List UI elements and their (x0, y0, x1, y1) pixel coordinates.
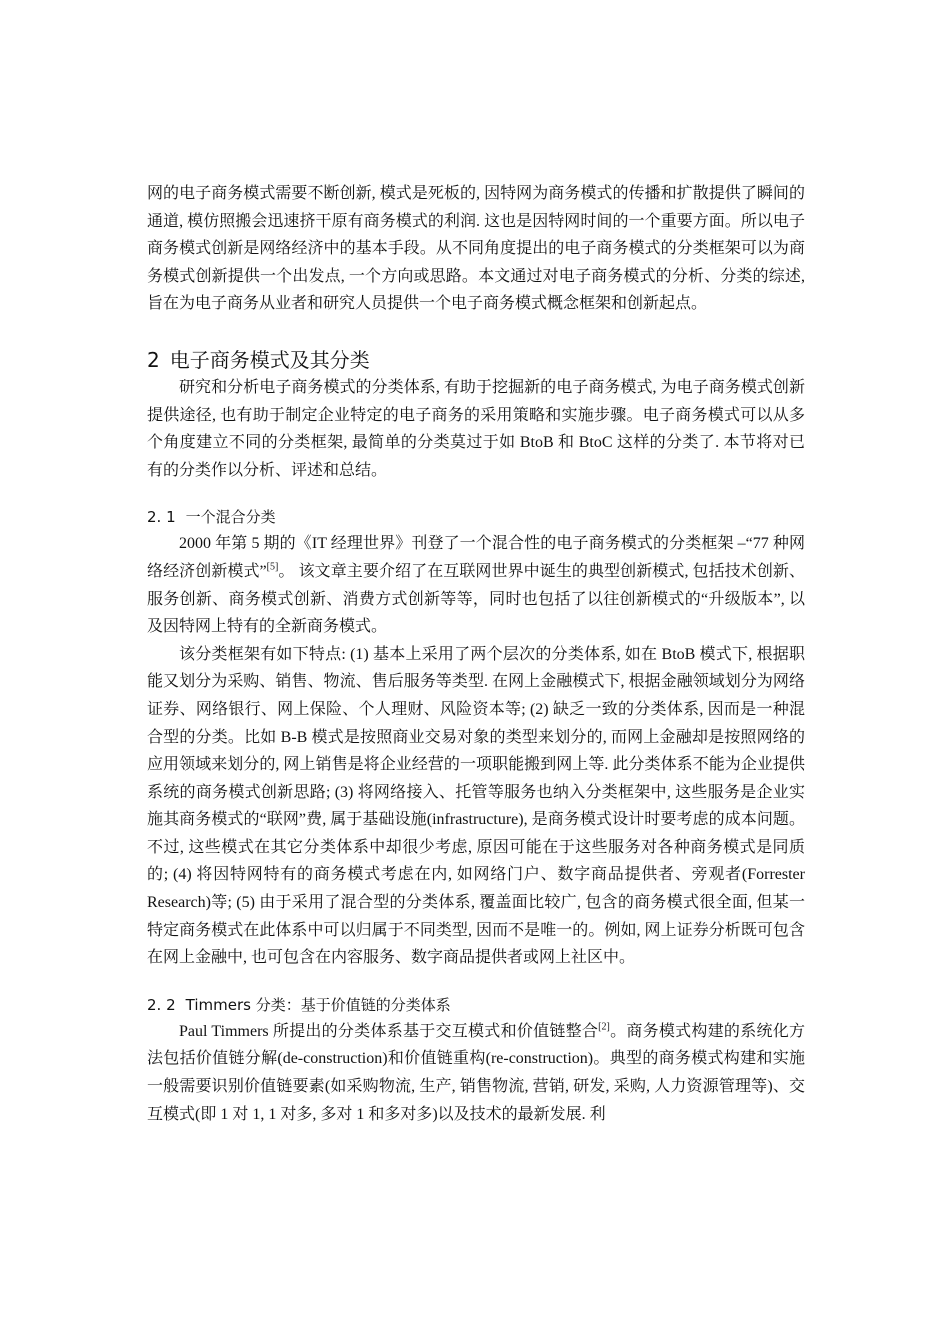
section-2-number: 2 (147, 347, 160, 372)
section-2-2-paragraph-1 (147, 1018, 805, 1128)
citation-5: [5] (266, 561, 279, 573)
section-2-paragraph: 研究和分析电子商务模式的分类体系, 有助于挖掘新的电子商务模式, 为电子商务模式创新提供途径, 也有助于制定企业特定的电子商务的采用策略和实施步骤。电子商务模式可以从多个角度建立不同的分类框架, 最简单的分类莫过于如 BtoB 和 BtoC 这样的分类了. 本节将对已有的分类作以分析、评述和总结。 (147, 378, 805, 479)
section-2-1-paragraph-1 (147, 530, 805, 640)
section-2-1-title: 一个混合分类 (185, 508, 276, 527)
section-2-1-p1-text-a: 2000 年第 5 期的《IT 经理世界》刊登了一个混合性的电子商务模式的分类框架 –“77 种网络经济创新模式” (147, 535, 805, 580)
section-2-2-p1-text-b: 。商务模式构建的系统化方法包括价值链分解(de-construction)和价值链重构(re-construction)。典型的商务模式构建和实施一般需要识别价值链要素(如采购物流, 生产, 销售物流, 营销, 研发, 采购, 人力资源管理等)、交互模式(即 1 对 1, 1 对多, 多对 1 和多对多)以及技术的最新发展. 利 (147, 1022, 805, 1123)
section-2-2-heading (147, 992, 805, 1018)
section-2-2-number: 2. 2 (147, 995, 176, 1014)
section-2-2-p1-text-a: Paul Timmers 所提出的分类体系基于交互模式和价值链整合 (179, 1022, 599, 1040)
section-2-2-title: Timmers 分类：基于价值链的分类体系 (185, 995, 451, 1014)
section-2-1-heading (147, 504, 805, 530)
section-2-title: 电子商务模式及其分类 (169, 347, 370, 372)
citation-2: [2] (598, 1021, 610, 1033)
section-2-heading (147, 347, 805, 373)
intro-paragraph: 网的电子商务模式需要不断创新, 模式是死板的, 因特网为商务模式的传播和扩散提供了瞬间的通道, 模仿照搬会迅速挤干原有商务模式的利润. 这也是因特网时间的一个重要方面。所以电子商务模式创新是网络经济中的基本手段。从不同角度提出的电子商务模式的分类框架可以为商务模式创新提供一个出发点, 一个方向或思路。本文通过对电子商务模式的分析、分类的综述, 旨在为电子商务从业者和研究人员提供一个电子商务模式概念框架和创新起点。 (147, 185, 805, 313)
section-2-1-p1-text-b: 。 该文章主要介绍了在互联网世界中诞生的典型创新模式, 包括技术创新、服务创新、商务模式创新、消费方式创新等等，同时也包括了以往创新模式的“升级版本”, 以及因特网上特有的全新商务模式。 (147, 562, 805, 636)
section-2-1-paragraph-2: 该分类框架有如下特点: (1) 基本上采用了两个层次的分类体系, 如在 BtoB 模式下, 根据职能又划分为采购、销售、物流、售后服务等类型. 在网上金融模式下, 根据金融领域划分为网络证券、网络银行、网上保险、个人理财、风险资本等; (2) 缺乏一致的分类体系, 因而是一种混合型的分类。比如 B-B 模式是按照商业交易对象的类型来划分的, 而网上金融却是按照网络的应用领域来划分的, 网上销售是将企业经营的一项职能搬到网上等. 此分类体系不能为企业提供系统的商务模式创新思路; (3) 将网络接入、托管等服务也纳入分类框架中, 这些服务是企业实施其商务模式的“联网”费, 属于基础设施(infrastructure), 是商务模式设计时要考虑的成本问题。不过, 这些模式在其它分类体系中却很少考虑, 原因可能在于这些服务对各种商务模式是同质的; (4) 将因特网特有的商务模式考虑在内, 如网络门户、数字商品提供者、旁观者(Forrester Research)等; (5) 由于采用了混合型的分类体系, 覆盖面比较广, 包含的商务模式很全面, 但某一特定商务模式在此体系中可以归属于不同类型, 因而不是唯一的。例如, 网上证券分析既可包含在网上金融中, 也可包含在内容服务、数字商品提供者或网上社区中。 (147, 645, 805, 967)
document-page (147, 180, 805, 1128)
section-2-1-number: 2. 1 (147, 508, 176, 527)
